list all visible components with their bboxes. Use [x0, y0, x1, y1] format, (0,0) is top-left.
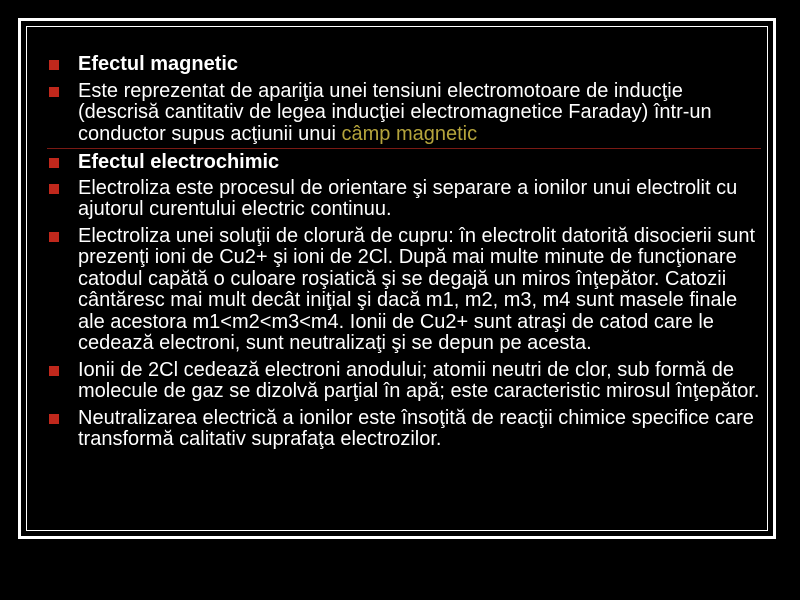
- square-bullet-icon: [49, 87, 59, 97]
- bullet-item-chlorine-ions: [49, 360, 761, 403]
- bullet-item-magnetic-heading: [49, 54, 761, 76]
- square-bullet-icon: [49, 366, 59, 376]
- bullet-item-magnetic-description: [49, 81, 761, 146]
- magnetic-description-text: Este reprezentat de apariţia unei tensiuni electromotoare de inducţie (descrisă cantitativ de legea inducţiei electromagnetice Faraday) într-un conductor supus acţiunii unui: [78, 79, 712, 145]
- bullet-item-electrochemical-heading: [49, 152, 761, 174]
- bullet-item-copper-chloride-electrolysis: [49, 226, 761, 355]
- copper-chloride-electrolysis-text: Electroliza unei soluţii de clorură de cupru: în electrolit datorită disocierii sunt prezenţi ioni de Cu2+ şi ioni de 2Cl. După mai multe minute de funcţionare catodul capătă o culoare roşiatică şi se degajă un miros înţepător. Catozii cântăresc mai mult decât iniţial şi dacă m1, m2, m3, m4 sunt masele finale ale acestora m1<m2<m3<m4. Ionii de Cu2+ sunt atraşi de catod care le cedează electroni, sunt neutralizaţi şi se depun pe acesta.: [78, 224, 756, 354]
- section-divider: [47, 148, 761, 149]
- square-bullet-icon: [49, 158, 59, 168]
- square-bullet-icon: [49, 232, 59, 242]
- square-bullet-icon: [49, 414, 59, 424]
- chlorine-ions-text: Ionii de 2Cl cedează electroni anodului; atomii neutri de clor, sub formă de molecule de gaz se dizolvă parţial în apă; este caracteristic mirosul înţepător.: [78, 358, 760, 402]
- square-bullet-icon: [49, 60, 59, 70]
- bullet-item-neutralization: [49, 408, 761, 451]
- electrolysis-definition-text: Electroliza este procesul de orientare şi separare a ionilor unui electrolit cu ajutorul curentului electric continuu.: [78, 176, 738, 220]
- neutralization-text: Neutralizarea electrică a ionilor este însoţită de reacţii chimice specifice care transformă calitativ suprafaţa electrozilor.: [78, 406, 754, 450]
- heading-magnetic-effect: Efectul magnetic: [78, 53, 239, 75]
- heading-electrochemical-effect: Efectul electrochimic: [78, 151, 280, 173]
- bullet-item-electrolysis-definition: [49, 178, 761, 221]
- slide-content: [49, 54, 761, 456]
- magnetic-field-highlight: câmp magnetic: [341, 122, 478, 145]
- square-bullet-icon: [49, 184, 59, 194]
